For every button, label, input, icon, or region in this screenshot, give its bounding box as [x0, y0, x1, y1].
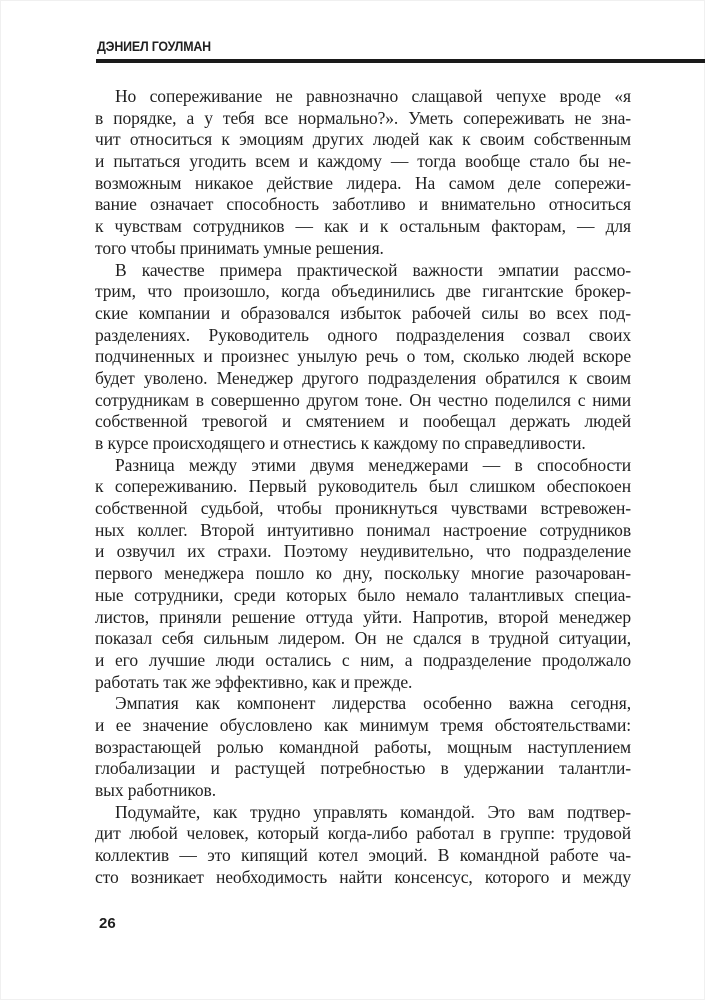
text-line: сотрудникам в совершенно другом тоне. Он честно поделился с ними	[95, 389, 631, 410]
text-line: в курсе происходящего и отнестись к каждому по справедливости.	[95, 433, 586, 453]
text-line: чит относиться к эмоциям других людей как к своим собственным	[95, 129, 631, 150]
text-line: вание означает способность заботливо и внимательно относиться	[95, 194, 631, 215]
text-line: сто возникает необходимость найти консенсус, которого и между	[95, 866, 631, 887]
text-line: того чтобы принимать умные решения.	[95, 237, 384, 258]
text-line: ных коллег. Второй интуитивно понимал настроение сотрудников	[95, 519, 631, 540]
text-line: ные сотрудники, среди которых было немало талантливых специа-	[95, 584, 631, 605]
paragraph	[95, 455, 631, 694]
text-line: к чувствам сотрудников — как и к остальным факторам, — для	[95, 216, 631, 237]
text-line: Эмпатия как компонент лидерства особенно важна сегодня,	[115, 693, 631, 714]
text-line: возрастающей ролью командной работы, мощным наступлением	[95, 736, 631, 757]
text-line: трим, что произошло, когда объединились две гигантские брокер-	[95, 281, 631, 302]
text-line: первого менеджера пошло ко дну, поскольку многие разочарован-	[95, 563, 631, 584]
text-line: собственной тревогой и смятением и пообещал держать людей	[95, 411, 631, 432]
text-line: и ее значение обусловлено как минимум тремя обстоятельствами:	[95, 714, 631, 735]
page-body-text	[95, 86, 631, 888]
text-line: возможным никакое действие лидера. На самом деле сопережи-	[95, 172, 631, 193]
page-number: 26	[99, 915, 116, 932]
text-line: и озвучил их страхи. Поэтому неудивительно, что подразделение	[95, 541, 631, 562]
text-line: показал себя сильным лидером. Он не сдался в трудной ситуации,	[95, 628, 631, 649]
text-line: в порядке, а у тебя все нормально?». Уметь сопереживать не зна-	[95, 107, 631, 128]
text-line: подчиненных и произнес унылую речь о том, сколько людей вскоре	[95, 346, 631, 367]
paragraph	[95, 86, 631, 260]
text-line: работать так же эффективно, как и прежде.	[95, 671, 413, 692]
paragraph	[95, 260, 631, 455]
text-line: Подумайте, как трудно управлять командой. Это вам подтвер-	[115, 801, 631, 822]
paragraph	[95, 802, 631, 889]
text-line: собственной судьбой, чтобы проникнуться чувствами встревожен-	[95, 498, 631, 519]
text-line: ские компании и образовался избыток рабочей силы во всех под-	[95, 302, 631, 323]
text-line: будет уволено. Менеджер другого подразделения обратился к своим	[95, 367, 631, 388]
text-line: листов, приняли решение оттуда уйти. Напротив, второй менеджер	[95, 606, 631, 627]
text-line: разделениях. Руководитель одного подразделения созвал своих	[95, 324, 631, 345]
paragraph	[95, 693, 631, 801]
text-line: и его лучшие люди остались с ним, а подразделение продолжало	[95, 649, 631, 670]
text-line: коллектив — это кипящий котел эмоций. В командной работе ча-	[95, 845, 631, 866]
text-line: Разница между этими двумя менеджерами — в способности	[115, 454, 631, 475]
text-line: В качестве примера практической важности эмпатии рассмо-	[115, 259, 631, 280]
text-line: дит любой человек, который когда-либо работал в группе: трудовой	[95, 823, 631, 844]
header-rule	[96, 59, 705, 63]
text-line: к сопереживанию. Первый руководитель был слишком обеспокоен	[95, 476, 631, 497]
text-line: Но сопереживание не равнозначно слащавой чепухе вроде «я	[115, 86, 631, 106]
text-line: вых работников.	[95, 780, 216, 800]
running-header-author: ДЭНИЕЛ ГОУЛМАН	[97, 39, 211, 54]
text-line: и пытаться угодить всем и каждому — тогда вообще стало бы не-	[95, 151, 631, 172]
text-line: глобализации и растущей потребностью в удержании талантли-	[95, 758, 631, 779]
